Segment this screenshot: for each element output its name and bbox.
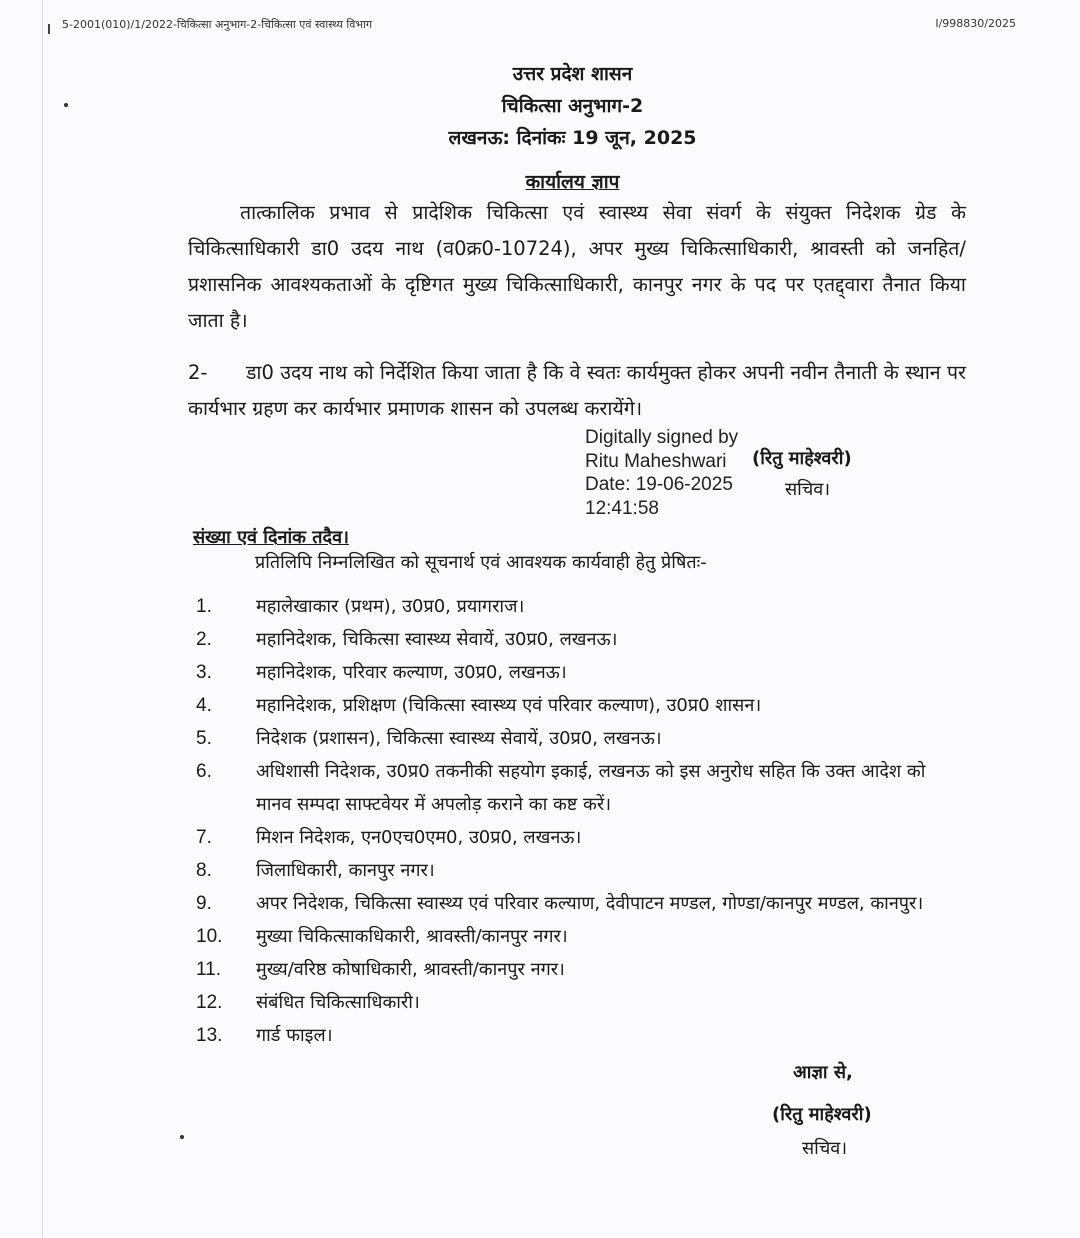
- file-reference: 5-2001(010)/1/2022-चिकित्सा अनुभाग-2-चिकित्सा एवं स्वास्थ्य विभाग: [62, 18, 373, 31]
- list-text: अपर निदेशक, चिकित्सा स्वास्थ्य एवं परिवार कल्याण, देवीपाटन मण्डल, गोण्डा/कानपुर मण्डल, कानपुर।: [256, 893, 924, 914]
- list-item: [196, 920, 956, 953]
- list-item: [196, 1019, 956, 1052]
- list-number: 3.: [196, 662, 212, 683]
- order-paragraph-1: तात्कालिक प्रभाव से प्रादेशिक चिकित्सा एवं स्वास्थ्य सेवा संवर्ग के संयुक्त निदेशक ग्रेड के चिकित्साधिकारी डा0 उदय नाथ (व0क्र0-10724), अपर मुख्य चिकित्साधिकारी, श्रावस्ती को जनहित/प्रशासनिक आवश्यकताओं के दृष्टिगत मुख्य चिकित्साधिकारी, कानपुर नगर के पद पर एतद्द्वारा तैनात किया जाता है।: [188, 201, 966, 332]
- list-item: [196, 887, 956, 920]
- signatory-name: (रितु माहेश्वरी): [752, 448, 852, 469]
- list-item: [196, 755, 956, 821]
- paragraph-2-text: डा0 उदय नाथ को निर्देशित किया जाता है कि वे स्वतः कार्यमुक्त होकर अपनी नवीन तैनाती के स्थान पर कार्यभार ग्रहण कर कार्यभार प्रमाणक शासन को उपलब्ध करायेंगे।: [188, 361, 966, 420]
- list-item: [196, 656, 956, 689]
- document-id: I/998830/2025: [935, 17, 1016, 30]
- list-item: [196, 953, 956, 986]
- digital-signature-label: Digitally signed by: [585, 427, 739, 448]
- list-text: मुख्या चिकित्साकधिकारी, श्रावस्ती/कानपुर नगर।: [256, 926, 568, 947]
- list-number: 13.: [196, 1025, 223, 1046]
- list-number: 12.: [196, 992, 223, 1013]
- list-number: 5.: [196, 728, 212, 749]
- list-item: [196, 722, 956, 755]
- list-item: [196, 821, 956, 854]
- scan-mark: [48, 24, 50, 34]
- list-text: जिलाधिकारी, कानपुर नगर।: [256, 860, 435, 881]
- list-number: 1.: [196, 596, 212, 617]
- list-item: [196, 590, 956, 623]
- list-text: निदेशक (प्रशासन), चिकित्सा स्वास्थ्य सेवायें, उ0प्र0, लखनऊ।: [256, 728, 662, 749]
- list-text: महालेखाकार (प्रथम), उ0प्र0, प्रयागराज।: [256, 596, 525, 617]
- digital-signature-date: Date: 19-06-2025: [585, 474, 733, 495]
- list-item: [196, 689, 956, 722]
- by-order-line: आज्ञा से,: [793, 1062, 853, 1083]
- copy-heading: संख्या एवं दिनांक तदैव।: [193, 527, 349, 548]
- section-title: चिकित्सा अनुभाग-2: [501, 95, 644, 117]
- list-text: मिशन निदेशक, एन0एच0एम0, उ0प्र0, लखनऊ।: [256, 827, 582, 848]
- list-text: महानिदेशक, चिकित्सा स्वास्थ्य सेवायें, उ0प्र0, लखनऊ।: [256, 629, 618, 650]
- list-number: 2.: [196, 629, 212, 650]
- list-number: 10.: [196, 926, 223, 947]
- copy-intro: प्रतिलिपि निम्नलिखित को सूचनार्थ एवं आवश्यक कार्यवाही हेतु प्रेषितः-: [255, 552, 707, 573]
- list-number: 8.: [196, 860, 212, 881]
- place-date: लखनऊ: दिनांकः 19 जून, 2025: [448, 127, 697, 149]
- list-text: मुख्य/वरिष्ठ कोषाधिकारी, श्रावस्ती/कानपुर नगर।: [256, 959, 565, 980]
- paragraph-number: 2-: [188, 361, 208, 384]
- order-paragraph-2: [188, 355, 966, 427]
- copy-list: [196, 590, 956, 1052]
- list-item: [196, 623, 956, 656]
- government-title: उत्तर प्रदेश शासन: [512, 63, 633, 85]
- list-text: महानिदेशक, प्रशिक्षण (चिकित्सा स्वास्थ्य एवं परिवार कल्याण), उ0प्र0 शासन।: [256, 695, 762, 716]
- list-text: गार्ड फाइल।: [256, 1025, 333, 1046]
- list-item: [196, 986, 956, 1019]
- list-item: [196, 854, 956, 887]
- list-text: अधिशासी निदेशक, उ0प्र0 तकनीकी सहयोग इकाई, लखनऊ को इस अनुरोध सहित कि उक्त आदेश को मानव सम्पदा साफ्टवेयर में अपलोड़ कराने का कष्ट करें।: [256, 761, 926, 815]
- closing-signatory-name: (रितु माहेश्वरी): [772, 1104, 872, 1125]
- list-number: 11.: [196, 959, 222, 980]
- signatory-designation: सचिव।: [785, 479, 831, 500]
- memo-heading: कार्यालय ज्ञाप: [525, 171, 620, 193]
- closing-signatory-designation: सचिव।: [802, 1138, 848, 1159]
- scan-speck: [180, 1135, 184, 1139]
- list-number: 9.: [196, 893, 212, 914]
- digital-signer-name: Ritu Maheshwari: [585, 450, 727, 472]
- digital-signature: [585, 426, 738, 520]
- list-number: 7.: [196, 827, 212, 848]
- digital-signature-time: 12:41:58: [585, 497, 659, 519]
- list-text: संबंधित चिकित्साधिकारी।: [256, 992, 420, 1013]
- list-text: महानिदेशक, परिवार कल्याण, उ0प्र0, लखनऊ।: [256, 662, 567, 683]
- list-number: 6.: [196, 761, 212, 782]
- list-number: 4.: [196, 695, 212, 716]
